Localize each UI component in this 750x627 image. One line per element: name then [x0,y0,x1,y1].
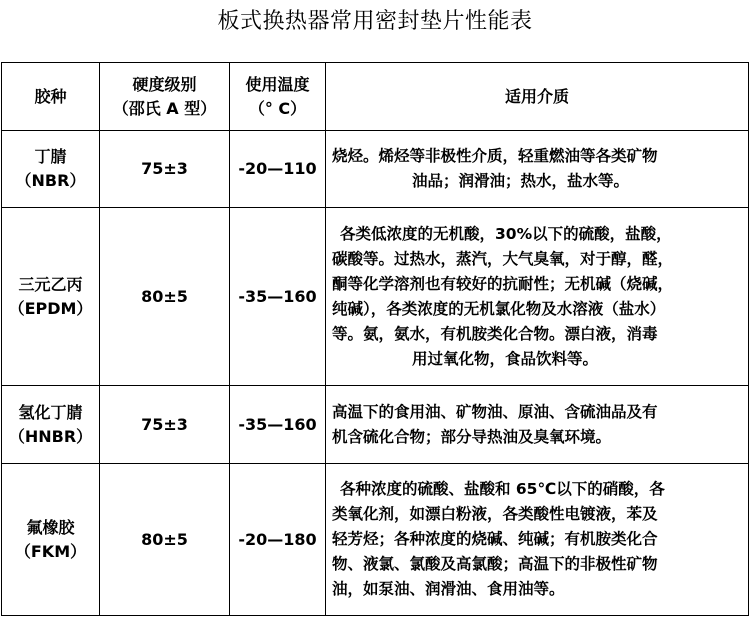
header-medium [326,63,749,131]
temperature-cell: -20—180 [230,464,326,616]
header-hardness [100,63,230,131]
medium-cell [326,208,749,386]
page-title: 板式换热器常用密封垫片性能表 [217,9,533,34]
rubber-name: 氢化丁腈 [18,402,83,422]
temperature-cell: -20—110 [230,131,326,208]
gasket-performance-table [1,62,749,616]
table-row [2,386,749,464]
medium-cell [326,386,749,464]
header-rubber-type [2,63,100,131]
medium-line: 用过氧化物，食品饮料等。 [412,349,599,368]
medium-line: 各种浓度的硫酸、盐酸和 65℃以下的硝酸，各 [340,480,665,498]
rubber-abbr: （FKM） [14,541,87,561]
medium-line: 烧烃。烯烃等非极性介质，轻重燃油等各类矿物 [332,147,658,165]
medium-line: 轻芳烃；各种浓度的烧碱、纯碱；有机胺类化合 [332,530,658,548]
rubber-abbr: （NBR） [15,171,86,190]
medium-line: 类氧化剂，如漂白粉液，各类酸性电镀液，苯及 [332,505,658,523]
medium-line: 纯碱），各类浓度的无机氯化物及水溶液（盐水） [332,299,666,318]
temperature-cell: -35—160 [230,386,326,464]
medium-cell [326,131,749,208]
temperature-cell: -35—160 [230,208,326,386]
table-row [2,208,749,386]
medium-line: 物、液氯、氯酸及高氯酸；高温下的非极性矿物 [332,555,658,573]
header-medium-label: 适用介质 [504,86,569,106]
rubber-abbr: （HNBR） [8,426,93,446]
hardness-cell: 80±5 [100,208,230,386]
header-rubber-type-label: 胶种 [34,86,67,106]
hardness-cell: 75±3 [100,386,230,464]
medium-line: 碳酸等。过热水，蒸汽，大气臭氧，对于醇，醛， [332,249,674,268]
medium-line: 酮等化学溶剂也有较好的抗耐性；无机碱（烧碱， [332,274,674,293]
rubber-abbr: （EPDM） [8,298,93,318]
medium-cell [326,464,749,616]
rubber-name: 丁腈 [34,147,67,166]
rubber-type-cell [2,464,100,616]
header-hardness-label: 硬度级别 [132,74,197,94]
medium-line: 油，如泵油、润滑油、食用油等。 [332,580,565,598]
table-header-row [2,63,749,131]
rubber-name: 三元乙丙 [18,274,83,294]
rubber-name: 氟橡胶 [26,517,75,537]
rubber-type-cell [2,386,100,464]
table-row [2,464,749,616]
hardness-cell: 75±3 [100,131,230,208]
medium-line: 各类低浓度的无机酸，30%以下的硫酸，盐酸， [340,224,672,243]
medium-line: 高温下的食用油、矿物油、原油、含硫油品及有 [332,402,658,421]
header-hardness-unit: （邵氏 A 型） [112,98,217,118]
header-temperature-label: 使用温度 [245,74,310,94]
medium-line: 机含硫化合物；部分导热油及臭氧环境。 [332,427,612,446]
rubber-type-cell [2,208,100,386]
rubber-type-cell [2,131,100,208]
medium-line: 等。氨，氨水，有机胺类化合物。漂白液，消毒 [332,324,658,343]
medium-line: 油品；润滑油；热水，盐水等。 [412,172,630,190]
table-row [2,131,749,208]
header-temperature [230,63,326,131]
hardness-cell: 80±5 [100,464,230,616]
header-temperature-unit: （° C） [248,98,307,118]
